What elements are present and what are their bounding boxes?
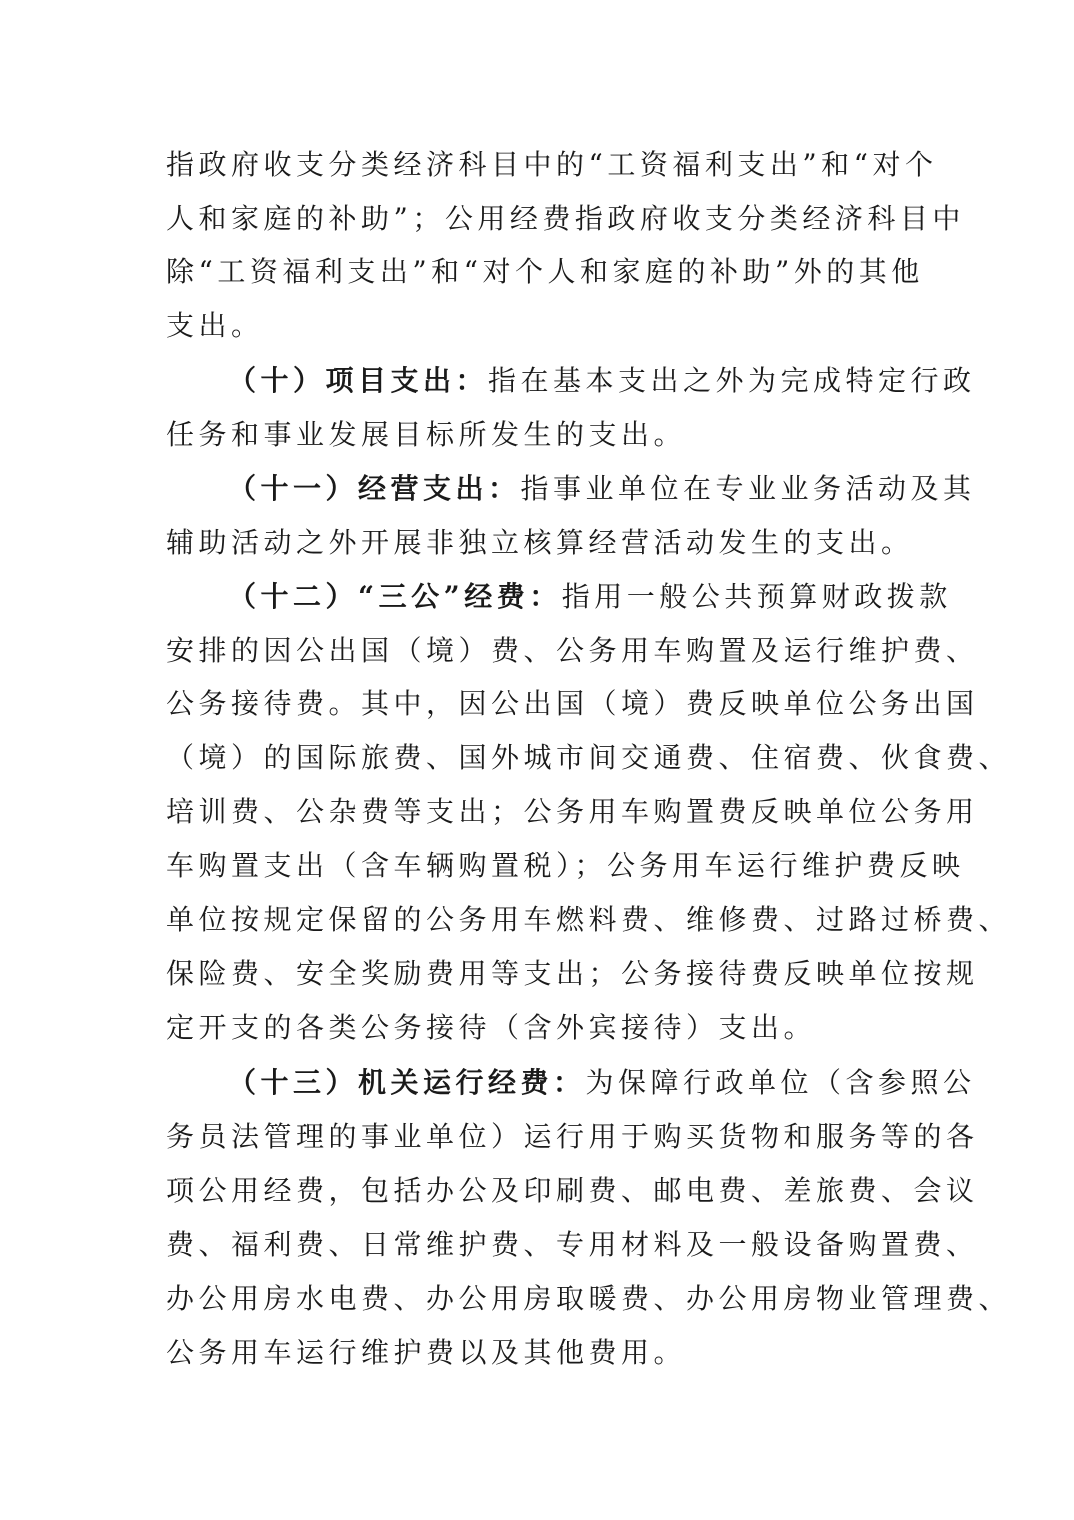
line-text: 公务接待费。其中，因公出国（境）费反映单位公务出国: [166, 687, 979, 720]
text-line-4: [166, 306, 946, 346]
section-10-heading: （十）项目支出：: [228, 364, 489, 397]
line-text: 费、福利费、日常维护费、专用材料及一般设备购置费、: [166, 1228, 979, 1261]
line-text: 安排的因公出国（境）费、公务用车购置及运行维护费、: [166, 634, 979, 667]
line-text: 辅助活动之外开展非独立核算经营活动发生的支出。: [166, 526, 914, 559]
section-12-line-3: [166, 684, 979, 724]
line-text: 指事业单位在专业业务活动及其: [520, 472, 976, 505]
line-text: 项公用经费，包括办公及印刷费、邮电费、差旅费、会议: [166, 1174, 979, 1207]
section-11-line-1: [228, 469, 976, 509]
section-10-line-2: [166, 415, 946, 455]
section-12-line-6: [166, 846, 965, 886]
line-text: 保险费、安全奖励费用等支出；公务接待费反映单位按规: [166, 957, 979, 990]
line-text: 指在基本支出之外为完成特定行政: [488, 364, 976, 397]
text-line-1: [166, 145, 946, 185]
section-12-line-2: [166, 631, 979, 671]
line-text: 除“工资福利支出”和“对个人和家庭的补助”外的其他: [166, 255, 924, 288]
line-text: 务员法管理的事业单位）运行用于购买货物和服务等的各: [166, 1120, 979, 1153]
section-13-heading: （十三）机关运行经费：: [228, 1066, 586, 1099]
section-13-line-2: [166, 1117, 979, 1157]
line-text: 支出。: [166, 309, 264, 342]
line-text: 任务和事业发展目标所发生的支出。: [166, 418, 687, 451]
line-text: 为保障行政单位（含参照公: [585, 1066, 976, 1099]
section-13-line-5: [166, 1279, 1012, 1319]
line-text: 办公用房水电费、办公用房取暖费、办公用房物业管理费、: [166, 1282, 1012, 1315]
section-12-line-1: [228, 577, 952, 617]
section-11-heading: （十一）经营支出：: [228, 472, 521, 505]
line-text: 车购置支出（含车辆购置税）；公务用车运行维护费反映: [166, 849, 965, 882]
text-line-2: [166, 199, 965, 239]
line-text: 单位按规定保留的公务用车燃料费、维修费、过路过桥费、: [166, 903, 1012, 936]
section-11-line-2: [166, 523, 946, 563]
section-12-line-8: [166, 954, 979, 994]
line-text: 定开支的各类公务接待（含外宾接待）支出。: [166, 1011, 817, 1044]
section-13-line-6: [166, 1333, 946, 1373]
line-text: 公务用车运行维护费以及其他费用。: [166, 1336, 687, 1369]
line-text: （境）的国际旅费、国外城市间交通费、住宿费、伙食费、: [166, 741, 1012, 774]
line-text: 指政府收支分类经济科目中的“工资福利支出”和“对个: [166, 148, 938, 181]
line-text: 指用一般公共预算财政拨款: [561, 580, 952, 613]
section-12-line-5: [166, 792, 979, 832]
section-13-line-1: [228, 1063, 976, 1103]
line-text: 培训费、公杂费等支出；公务用车购置费反映单位公务用: [166, 795, 979, 828]
text-line-3: [166, 252, 946, 292]
line-text: 人和家庭的补助”；公用经费指政府收支分类经济科目中: [166, 202, 965, 235]
section-10-line-1: [228, 361, 976, 401]
section-12-line-7: [166, 900, 1012, 940]
section-12-line-4: [166, 738, 1012, 778]
section-13-line-3: [166, 1171, 979, 1211]
section-13-line-4: [166, 1225, 979, 1265]
section-12-heading: （十二）“三公”经费：: [228, 580, 562, 613]
section-12-line-9: [166, 1008, 946, 1048]
